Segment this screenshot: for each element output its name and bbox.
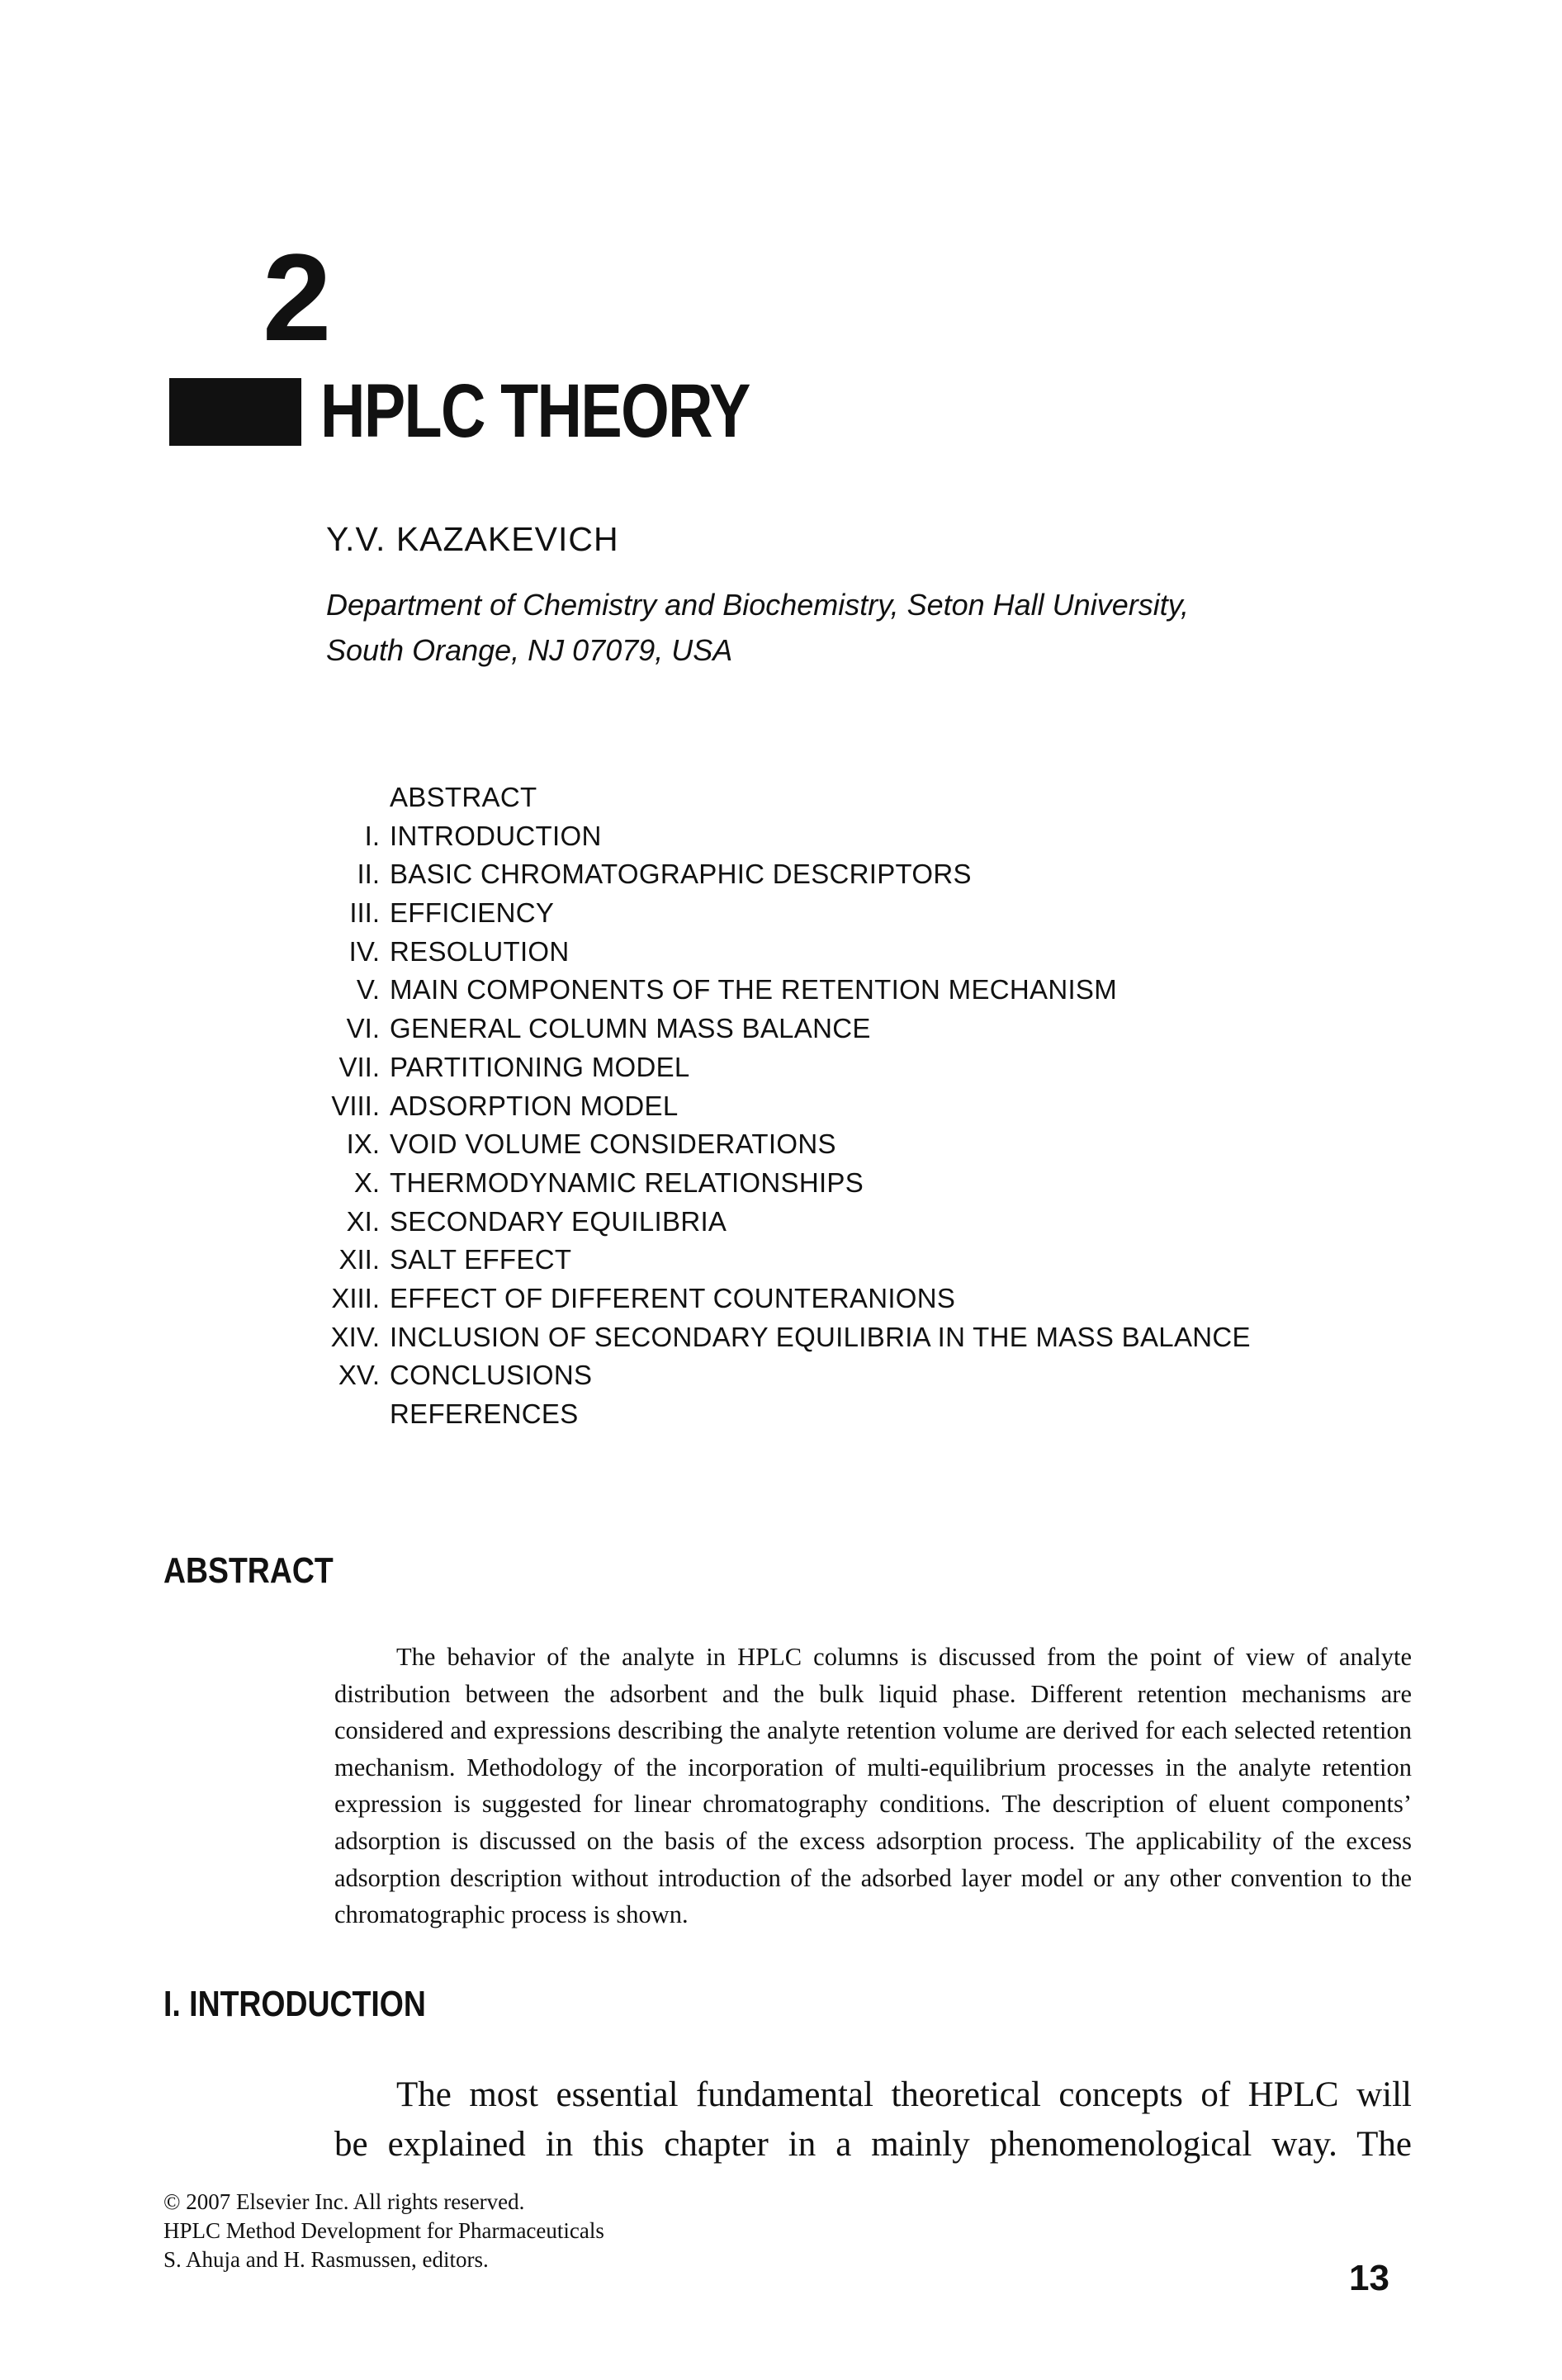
toc-number: IX.	[346, 1128, 380, 1160]
footer-line: HPLC Method Development for Pharmaceuticals	[163, 2218, 604, 2243]
toc-number: VI.	[346, 1013, 380, 1044]
chapter-number: 2	[263, 228, 329, 367]
toc-entry	[272, 855, 1387, 894]
toc-label: SALT EFFECT	[390, 1244, 572, 1275]
toc-label: REFERENCES	[390, 1398, 579, 1429]
toc-entry	[272, 1241, 1387, 1280]
toc-label: BASIC CHROMATOGRAPHIC DESCRIPTORS	[390, 859, 972, 890]
toc-entry	[272, 1125, 1387, 1164]
toc-number: IV.	[348, 935, 380, 967]
toc-label: GENERAL COLUMN MASS BALANCE	[390, 1013, 871, 1044]
toc-label: VOID VOLUME CONSIDERATIONS	[390, 1128, 836, 1160]
author-name: Y.V. KAZAKEVICH	[326, 520, 619, 558]
toc-label: ABSTRACT	[390, 782, 537, 812]
affiliation-line: South Orange, NJ 07079, USA	[326, 633, 733, 667]
toc-label: INCLUSION OF SECONDARY EQUILIBRIA IN THE MASS BALANCE	[390, 1321, 1251, 1352]
toc-entry	[272, 1280, 1387, 1318]
affiliation-line: Department of Chemistry and Biochemistry, Seton Hall University,	[326, 588, 1190, 622]
toc-entry	[272, 1048, 1387, 1087]
toc-label: CONCLUSIONS	[390, 1360, 593, 1391]
toc-entry	[272, 1318, 1387, 1357]
toc-label: RESOLUTION	[390, 935, 570, 967]
toc-label: MAIN COMPONENTS OF THE RETENTION MECHANISM	[390, 974, 1118, 1005]
toc-number	[272, 778, 390, 817]
table-of-contents	[272, 778, 1387, 1434]
introduction-heading: I. INTRODUCTION	[163, 1984, 426, 2024]
toc-number: VII.	[338, 1051, 380, 1082]
footer-line: © 2007 Elsevier Inc. All rights reserved.	[163, 2189, 525, 2214]
toc-entry	[272, 1203, 1387, 1242]
abstract-paragraph: The behavior of the analyte in HPLC columns is discussed from the point of view of analyte distribution between the adsorbent and the bulk liquid phase. Different retention mechanisms are considered and expressions describing the analyte retention volume are derived for each selected retention mechanism. Methodology of the incorporation of multi-equilibrium processes in the analyte retention expression is suggested for linear chromatography conditions. The description of eluent components’ adsorption is discussed on the basis of the excess adsorption process. The applicability of the excess adsorption description without introduction of the adsorbed layer model or any other convention to the chromatographic process is shown.	[334, 1643, 1412, 1929]
toc-entry	[272, 1010, 1387, 1048]
toc-label: INTRODUCTION	[390, 820, 602, 851]
toc-number: II.	[357, 859, 380, 890]
toc-number: XI.	[346, 1205, 380, 1237]
introduction-paragraph	[334, 2070, 1412, 2169]
toc-entry	[272, 894, 1387, 933]
paragraph-line: be explained in this chapter in a mainly phenomenological way. The	[334, 2125, 1412, 2164]
author-affiliation	[326, 582, 1189, 673]
toc-label: EFFICIENCY	[390, 897, 555, 929]
toc-entry	[272, 1164, 1387, 1203]
toc-label: PARTITIONING MODEL	[390, 1051, 690, 1082]
toc-number	[272, 1395, 390, 1434]
toc-number: VIII.	[331, 1090, 380, 1121]
toc-number: XIII.	[331, 1282, 380, 1313]
toc-entry	[272, 778, 1387, 817]
toc-number: XII.	[338, 1244, 380, 1275]
paragraph-line: The most essential fundamental theoretical concepts of HPLC will	[396, 2075, 1412, 2114]
toc-number: V.	[356, 974, 380, 1005]
toc-label: SECONDARY EQUILIBRIA	[390, 1205, 727, 1237]
toc-entry	[272, 1395, 1387, 1434]
toc-label: EFFECT OF DIFFERENT COUNTERANIONS	[390, 1282, 956, 1313]
toc-number: I.	[364, 820, 380, 851]
chapter-title: HPLC THEORY	[320, 369, 750, 453]
toc-number: X.	[353, 1166, 380, 1198]
chapter-title-bar	[169, 378, 301, 446]
toc-number: III.	[349, 897, 380, 929]
abstract-heading: ABSTRACT	[163, 1550, 334, 1591]
toc-entry	[272, 1087, 1387, 1126]
toc-entry	[272, 817, 1387, 856]
toc-number: XV.	[338, 1360, 380, 1391]
toc-entry	[272, 1356, 1387, 1395]
toc-label: THERMODYNAMIC RELATIONSHIPS	[390, 1166, 864, 1198]
toc-entry	[272, 933, 1387, 972]
toc-number: XIV.	[330, 1321, 380, 1352]
page-number: 13	[1349, 2258, 1389, 2298]
copyright-footer	[163, 2188, 604, 2274]
footer-line: S. Ahuja and H. Rasmussen, editors.	[163, 2247, 489, 2272]
toc-label: ADSORPTION MODEL	[390, 1090, 679, 1121]
toc-entry	[272, 971, 1387, 1010]
